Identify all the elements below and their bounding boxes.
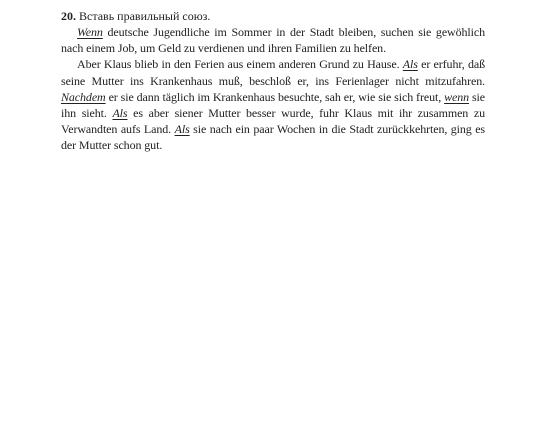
- exercise-task: Вставь правильный союз.: [79, 9, 211, 23]
- paragraph: [61, 56, 485, 153]
- text-segment: sie nach ein paar Wochen in die Stadt zurückkehrten, ging es der Mutter schon gut.: [61, 122, 485, 153]
- exercise-block: [61, 8, 485, 154]
- exercise-number: 20.: [61, 9, 76, 23]
- text-segment: Aber Klaus blieb in den Ferien aus einem anderen Grund zu Hause.: [77, 57, 403, 72]
- text-segment: deutsche Jugendliche im Sommer in der Stadt bleiben, suchen sie gewöhlich nach einem Job, um Geld zu verdienen und ihren Familien zu helfen.: [61, 25, 485, 56]
- text-segment: es aber siener Mutter besser wurde, fuhr Klaus mit ihr zusammen zu Verwandten aufs Land.: [61, 106, 485, 137]
- text-segment: er sie dann täglich im Krankenhaus besuchte, sah er, wie sie sich freut,: [105, 89, 445, 104]
- inserted-conjunction: Als: [112, 106, 128, 121]
- paragraph: [61, 24, 485, 56]
- exercise-title: [61, 8, 485, 24]
- text-segment: er erfuhr, daß seine Mutter ins Krankenhaus muß, beschloß er, ins Ferienlager nicht mitzufahren.: [61, 57, 485, 88]
- inserted-conjunction: Als: [174, 122, 190, 137]
- exercise-text: [61, 24, 485, 154]
- inserted-conjunction: wenn: [444, 89, 470, 104]
- inserted-conjunction: Als: [402, 57, 418, 72]
- text-segment: sie ihn sieht.: [61, 89, 486, 121]
- inserted-conjunction: Nachdem: [61, 89, 106, 104]
- inserted-conjunction: Wenn: [77, 25, 103, 39]
